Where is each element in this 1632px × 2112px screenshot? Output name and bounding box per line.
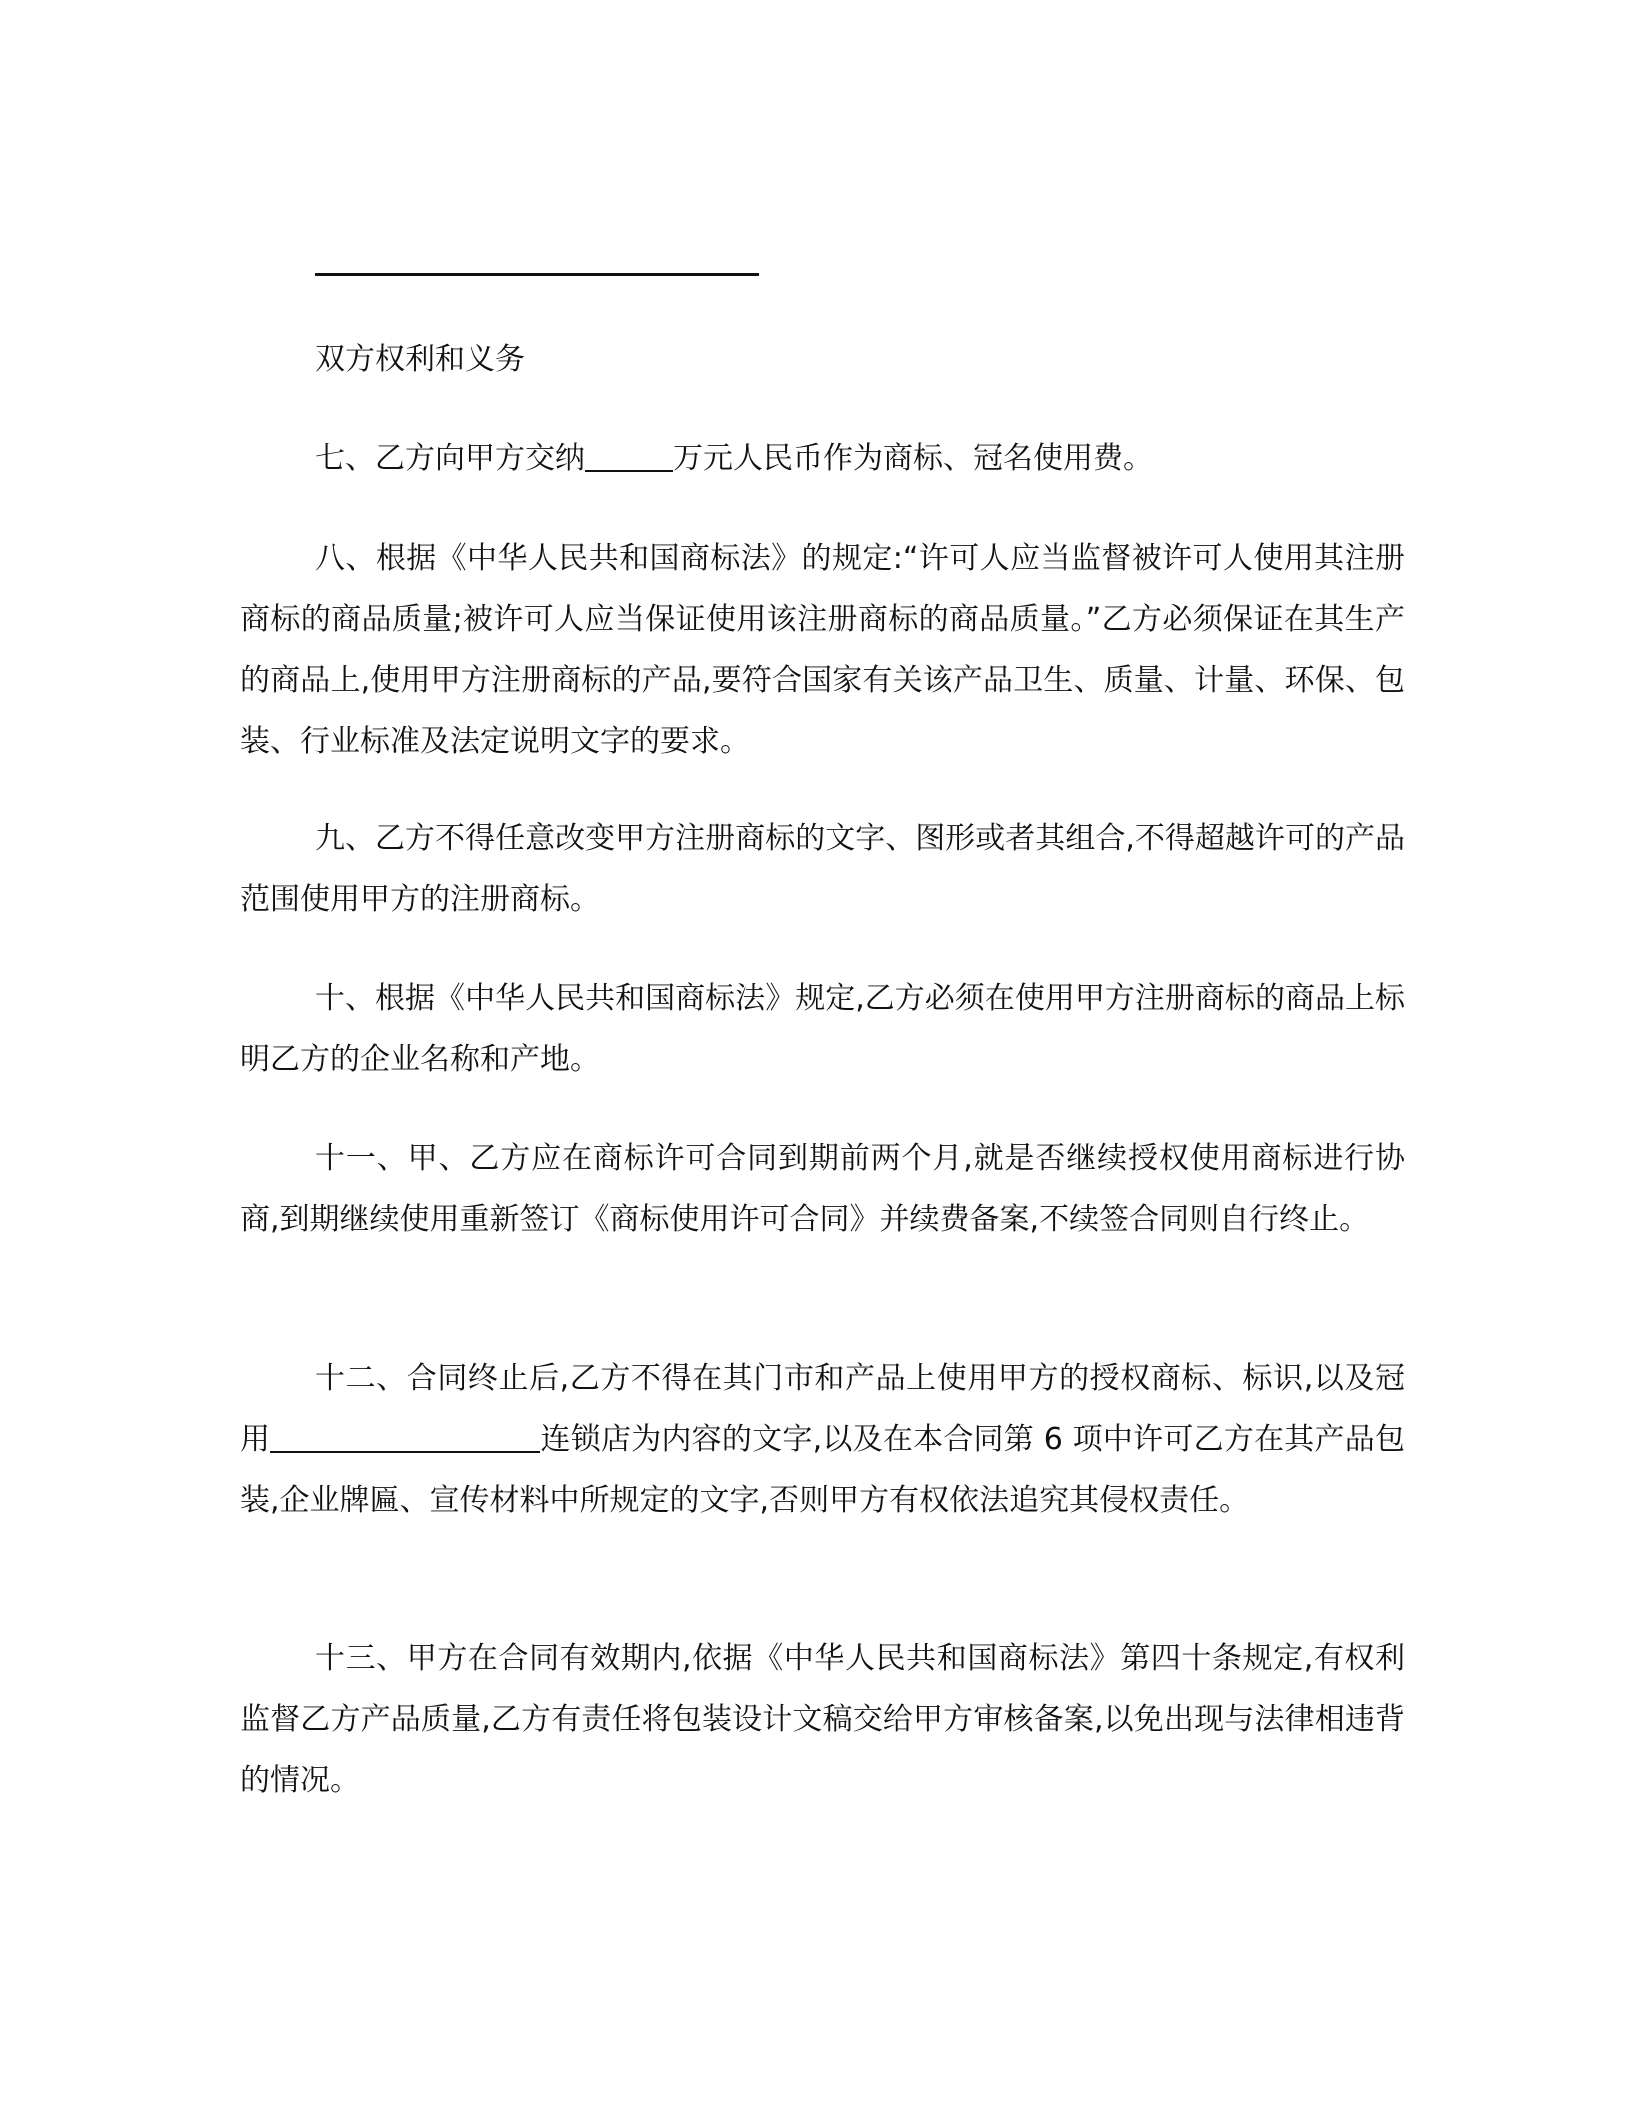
clause-8: 八、根据《中华人民共和国商标法》的规定:“许可人应当监督被许可人使用其注册商标的商品质量;被许可人应当保证使用该注册商标的商品质量。”乙方必须保证在其生产的商品上,使用甲方注册商标的产品,要符合国家有关该产品卫生、质量、计量、环保、包装、行业标准及法定说明文字的要求。 (240, 541, 1405, 759)
store-name-blank (270, 1421, 540, 1453)
clause-9: 九、乙方不得任意改变甲方注册商标的文字、图形或者其组合,不得超越许可的产品范围使用甲方的注册商标。 (240, 821, 1405, 917)
fee-amount-blank (585, 440, 673, 472)
clause-7 (240, 428, 1405, 489)
clause-12-text-before: 十二、合同终止后,乙方不得在其门市和产品上使用甲方的授权商标、标识,以及冠用 (240, 1361, 1405, 1457)
clause-10: 十、根据《中华人民共和国商标法》规定,乙方必须在使用甲方注册商标的商品上标明乙方的企业名称和产地。 (240, 981, 1405, 1077)
clause-12-text-after: 连锁店为内容的文字,以及在本合同第 6 项中许可乙方在其产品包装,企业牌匾、宣传材料中所规定的文字,否则甲方有权依法追究其侵权责任。 (240, 1422, 1406, 1518)
blank-signature-line (315, 273, 759, 276)
clause-7-text-before: 七、乙方向甲方交纳 (315, 441, 585, 476)
clause-12 (240, 1348, 1405, 1531)
clause-11: 十一、甲、乙方应在商标许可合同到期前两个月,就是否继续授权使用商标进行协商,到期继续使用重新签订《商标使用许可合同》并续费备案,不续签合同则自行终止。 (240, 1141, 1405, 1237)
clause-7-text-after: 万元人民币作为商标、冠名使用费。 (673, 441, 1153, 476)
section-heading: 双方权利和义务 (315, 342, 525, 377)
clause-13: 十三、甲方在合同有效期内,依据《中华人民共和国商标法》第四十条规定,有权利监督乙方产品质量,乙方有责任将包装设计文稿交给甲方审核备案,以免出现与法律相违背的情况。 (240, 1641, 1405, 1798)
